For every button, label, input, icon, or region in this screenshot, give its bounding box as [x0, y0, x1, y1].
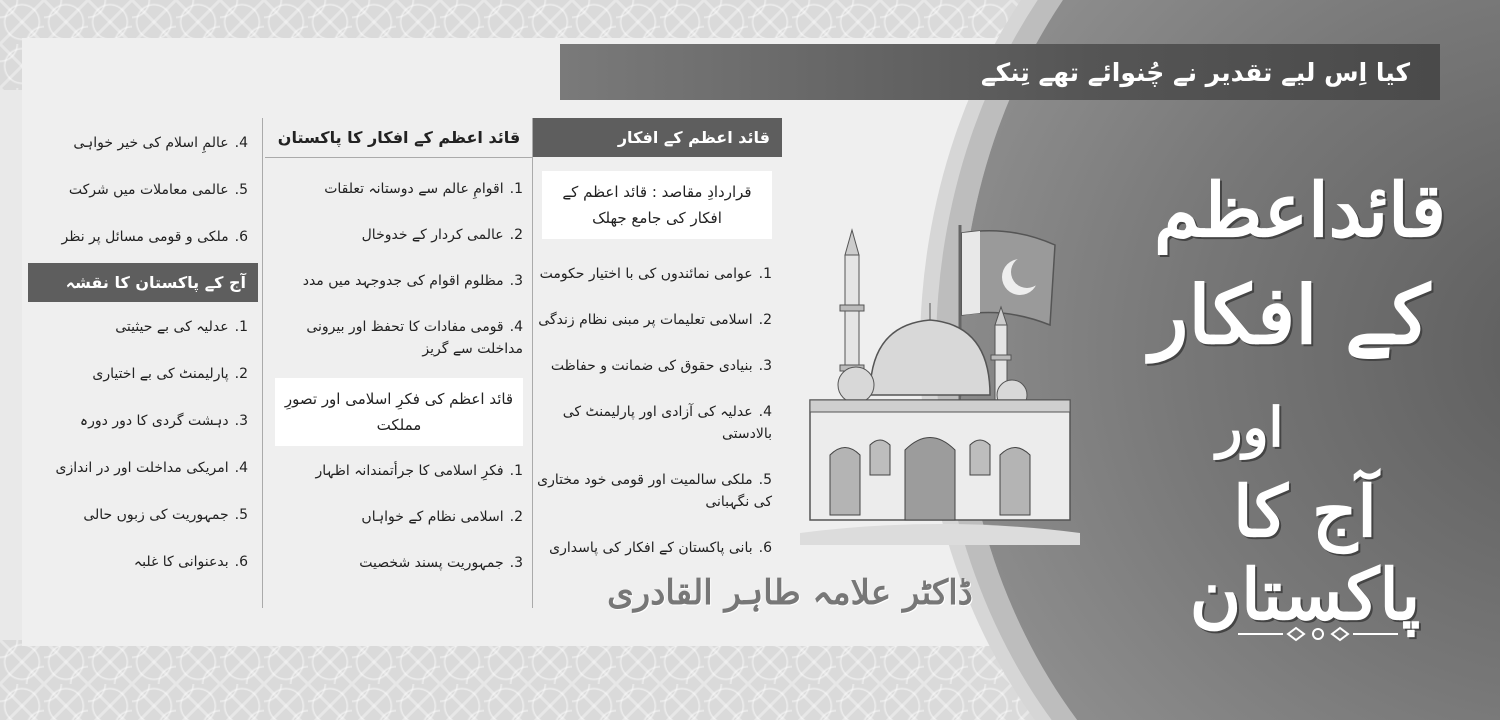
column-b-list [265, 164, 533, 370]
list-item: 3.جمہوریت پسند شخصیت [359, 555, 523, 571]
title-line-4: آج کا پاکستان [1189, 470, 1421, 636]
column-quaid-pakistan [265, 118, 533, 584]
author-name: ڈاکٹر علامہ طاہر القادری [607, 573, 973, 613]
title-line-2: کے افکار [1149, 268, 1431, 362]
list-item: 5.عالمی معاملات میں شرکت [68, 182, 248, 198]
list-item: 2.اسلامی نظام کے خواہاں [361, 509, 523, 525]
column-todays-pakistan [28, 118, 258, 584]
column-a-list [532, 249, 782, 569]
column-b-list-2 [265, 446, 533, 584]
list-item: 5.ملکی سالمیت اور قومی خود مختاری کی نگہبانی [537, 472, 772, 510]
list-item: 5.جمہوریت کی زبوں حالی [83, 507, 248, 523]
column-c-heading: آج کے پاکستان کا نقشہ [28, 263, 258, 302]
list-item: 4.عدلیہ کی آزادی اور پارلیمنٹ کی بالادستی [562, 404, 772, 442]
title-line-1: قائداعظم [1153, 168, 1447, 254]
column-b-subheading: قائد اعظم کی فکرِ اسلامی اور تصورِ مملکت [275, 378, 523, 446]
column-quaid-ideas [532, 118, 782, 569]
list-item: 4.امریکی مداخلت اور در اندازی [55, 460, 248, 476]
column-a-subheading: قراردادِ مقاصد : قائد اعظم کے افکار کی جامع جھلک [542, 171, 772, 239]
list-item: 4.قومی مفادات کا تحفظ اور بیرونی مداخلت سے گریز [306, 319, 523, 357]
column-c-list-top [28, 118, 258, 259]
column-a-heading: قائد اعظم کے افکار [532, 118, 782, 157]
list-item: 6.بدعنوانی کا غلبہ [133, 554, 248, 570]
mosque-illustration [800, 215, 1080, 555]
column-c-list [28, 302, 258, 584]
list-item: 2.اسلامی تعلیمات پر مبنی نظام زندگی [538, 312, 772, 328]
list-item: 1.عدلیہ کی بے حیثیتی [115, 319, 248, 335]
list-item: 6.ملکی و قومی مسائل پر نظر [61, 229, 248, 245]
list-item: 6.بانی پاکستان کے افکار کی پاسداری [549, 540, 772, 556]
slogan-bar [560, 44, 1440, 100]
title-line-3: اور [1216, 395, 1284, 459]
list-item: 3.دہشت گردی کا دور دورہ [79, 413, 248, 429]
list-item: 1.اقوامِ عالم سے دوستانہ تعلقات [324, 181, 523, 197]
column-divider [262, 118, 263, 608]
list-item: 3.بنیادی حقوق کی ضمانت و حفاظت [550, 358, 772, 374]
list-item: 1.فکرِ اسلامی کا جرأتمندانہ اظہار [315, 463, 523, 479]
slogan-text: کیا اِس لیے تقدیر نے چُنوائے تھے تِنکے [981, 57, 1410, 87]
list-item: 2.پارلیمنٹ کی بے اختیاری [92, 366, 248, 382]
list-item: 2.عالمی کردار کے خدوخال [361, 227, 523, 243]
list-item: 3.مظلوم اقوام کی جدوجہد میں مدد [302, 273, 523, 289]
ornament-icon [1238, 624, 1398, 644]
column-b-heading: قائد اعظم کے افکار کا پاکستان [265, 118, 533, 158]
list-item: 1.عوامی نمائندوں کی با اختیار حکومت [539, 266, 772, 282]
list-item: 4.عالمِ اسلام کی خیر خواہی [73, 135, 248, 151]
